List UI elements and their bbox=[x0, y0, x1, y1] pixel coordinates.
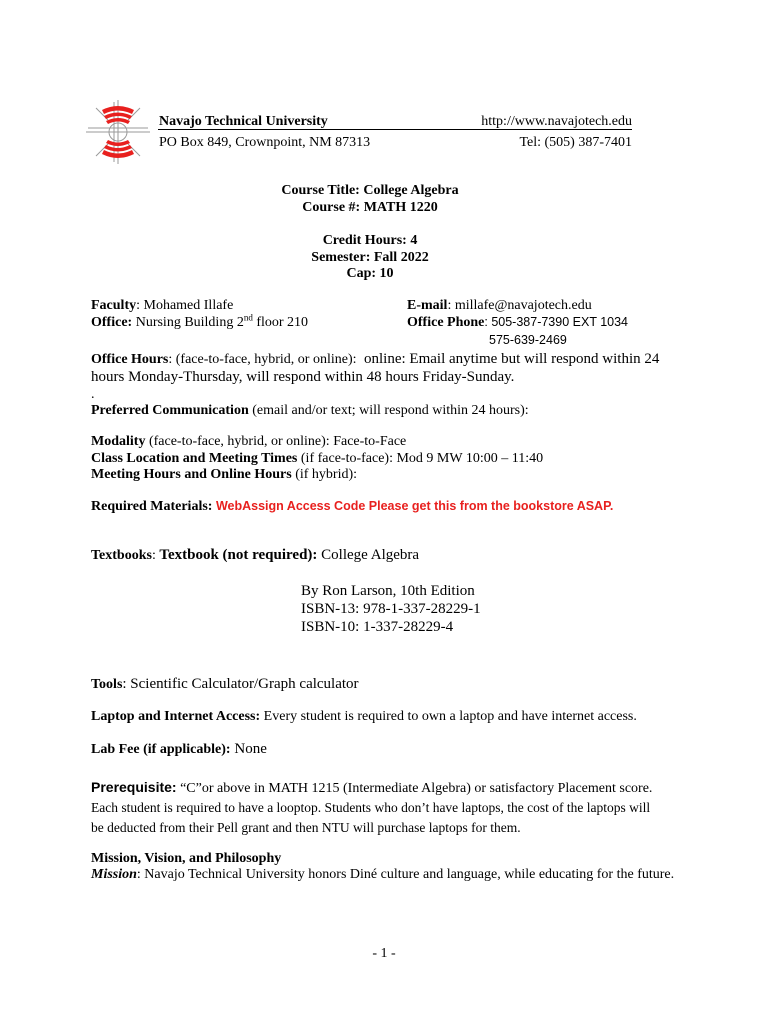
class-location-text: (if face-to-face): Mod 9 MW 10:00 – 11:40 bbox=[297, 451, 544, 466]
office-hours-dot: . bbox=[91, 387, 95, 402]
office-hours-line-2: hours Monday-Thursday, will respond within 48 hours Friday-Sunday. bbox=[91, 369, 515, 385]
header-divider bbox=[158, 129, 632, 130]
mission-heading: Mission, Vision, and Philosophy bbox=[91, 851, 282, 866]
faculty-value: : Mohamed Illafe bbox=[136, 298, 234, 313]
office-hours-text-1: online: Email anytime but will respond within 24 bbox=[364, 351, 660, 367]
lab-fee-line bbox=[91, 740, 267, 759]
textbook-isbn13: ISBN-13: 978-1-337-28229-1 bbox=[301, 601, 481, 617]
office-superscript: nd bbox=[243, 312, 253, 323]
office-value-post: floor 210 bbox=[252, 315, 309, 330]
email-value[interactable]: : millafe@navajotech.edu bbox=[447, 298, 592, 313]
semester bbox=[0, 249, 740, 266]
laptop-line bbox=[91, 708, 637, 725]
office-hours-paren: : (face-to-face, hybrid, or online): bbox=[168, 352, 357, 367]
course-number bbox=[0, 199, 740, 216]
course-number-label: Course #: bbox=[302, 200, 361, 215]
required-materials-text: WebAssign Access Code Please get this from the bookstore ASAP. bbox=[215, 499, 614, 513]
university-address: PO Box 849, Crownpoint, NM 87313 bbox=[159, 135, 371, 150]
meeting-hours-line bbox=[91, 466, 357, 483]
textbooks-label: Textbooks bbox=[91, 548, 152, 563]
textbook-label: Textbook (not required): bbox=[159, 547, 318, 563]
laptop-text: Every student is required to own a laptop and have internet access. bbox=[260, 709, 637, 724]
class-location-line bbox=[91, 450, 543, 467]
textbooks-line bbox=[91, 546, 419, 565]
cap-value: 10 bbox=[379, 266, 394, 281]
preferred-text: (email and/or text; will respond within 24 hours): bbox=[248, 403, 529, 418]
prerequisite-label: Prerequisite: bbox=[91, 779, 177, 795]
semester-value: Fall 2022 bbox=[373, 250, 429, 265]
course-title-value: College Algebra bbox=[363, 183, 459, 198]
faculty-line bbox=[91, 297, 233, 314]
textbooks-colon: : bbox=[151, 548, 160, 563]
tools-line bbox=[91, 675, 359, 694]
required-materials bbox=[91, 498, 613, 515]
page-number: - 1 - bbox=[372, 946, 396, 961]
preferred-communication bbox=[91, 402, 529, 419]
office-phone-label: Office Phone bbox=[407, 315, 485, 330]
textbook-isbn10: ISBN-10: 1-337-28229-4 bbox=[301, 619, 454, 635]
semester-label: Semester: bbox=[311, 250, 371, 265]
office-phone-line bbox=[407, 314, 628, 331]
tools-text: : Scientific Calculator/Graph calculator bbox=[122, 676, 359, 692]
university-phone: Tel: (505) 387-7401 bbox=[519, 135, 632, 150]
required-materials-label: Required Materials bbox=[91, 499, 208, 514]
preferred-label: Preferred Communication bbox=[91, 403, 249, 418]
prerequisite-line-3: be deducted from their Pell grant and then NTU will purchase laptops for them. bbox=[91, 820, 521, 835]
prerequisite-text: “C”or above in MATH 1215 (Intermediate Algebra) or satisfactory Placement score. bbox=[176, 781, 653, 796]
cap-label: Cap: bbox=[346, 266, 377, 281]
prerequisite-line-2: Each student is required to have a looptop. Students who don’t have laptops, the cost of the laptops will bbox=[91, 800, 651, 815]
lab-fee-label: Lab Fee (if applicable): bbox=[91, 742, 231, 757]
course-title-label: Course Title: bbox=[281, 183, 360, 198]
university-website-link[interactable]: http://www.navajotech.edu bbox=[481, 114, 632, 129]
office-line bbox=[91, 314, 308, 331]
laptop-label: Laptop and Internet Access: bbox=[91, 709, 261, 724]
meeting-hours-label: Meeting Hours and Online Hours bbox=[91, 467, 292, 482]
office-phone-value: : 505-387-7390 EXT 1034 bbox=[484, 315, 629, 329]
mission-text: : Navajo Technical University honors Diné culture and language, while educating for the future. bbox=[136, 867, 675, 882]
mission-label: Mission bbox=[91, 867, 137, 882]
university-name: Navajo Technical University bbox=[159, 114, 328, 129]
credit-hours bbox=[0, 232, 740, 249]
email-line bbox=[407, 297, 592, 314]
modality-line bbox=[91, 433, 406, 450]
credit-hours-value: 4 bbox=[410, 233, 418, 248]
class-location-label: Class Location and Meeting Times bbox=[91, 451, 298, 466]
office-hours-label: Office Hours bbox=[91, 352, 169, 367]
mission-line bbox=[91, 866, 674, 883]
university-logo bbox=[82, 98, 154, 166]
credit-hours-label: Credit Hours: bbox=[322, 233, 407, 248]
prerequisite-line bbox=[91, 777, 652, 799]
modality-text: (face-to-face, hybrid, or online): Face-to-Face bbox=[145, 434, 407, 449]
faculty-label: Faculty bbox=[91, 298, 137, 313]
office-value: Nursing Building 2 bbox=[132, 315, 244, 330]
meeting-hours-text: (if hybrid): bbox=[291, 467, 358, 482]
office-phone-value-2: 575-639-2469 bbox=[489, 333, 567, 347]
textbook-title: College Algebra bbox=[317, 547, 420, 563]
modality-label: Modality bbox=[91, 434, 146, 449]
textbook-author: By Ron Larson, 10th Edition bbox=[301, 583, 475, 599]
course-title bbox=[0, 182, 740, 199]
cap bbox=[0, 265, 740, 282]
course-number-value: MATH 1220 bbox=[363, 200, 438, 215]
office-label: Office: bbox=[91, 315, 133, 330]
email-label: E-mail bbox=[407, 298, 448, 313]
required-materials-colon: : bbox=[207, 499, 216, 514]
office-hours-line-1 bbox=[91, 350, 659, 369]
lab-fee-text: None bbox=[230, 741, 267, 757]
tools-label: Tools bbox=[91, 677, 123, 692]
